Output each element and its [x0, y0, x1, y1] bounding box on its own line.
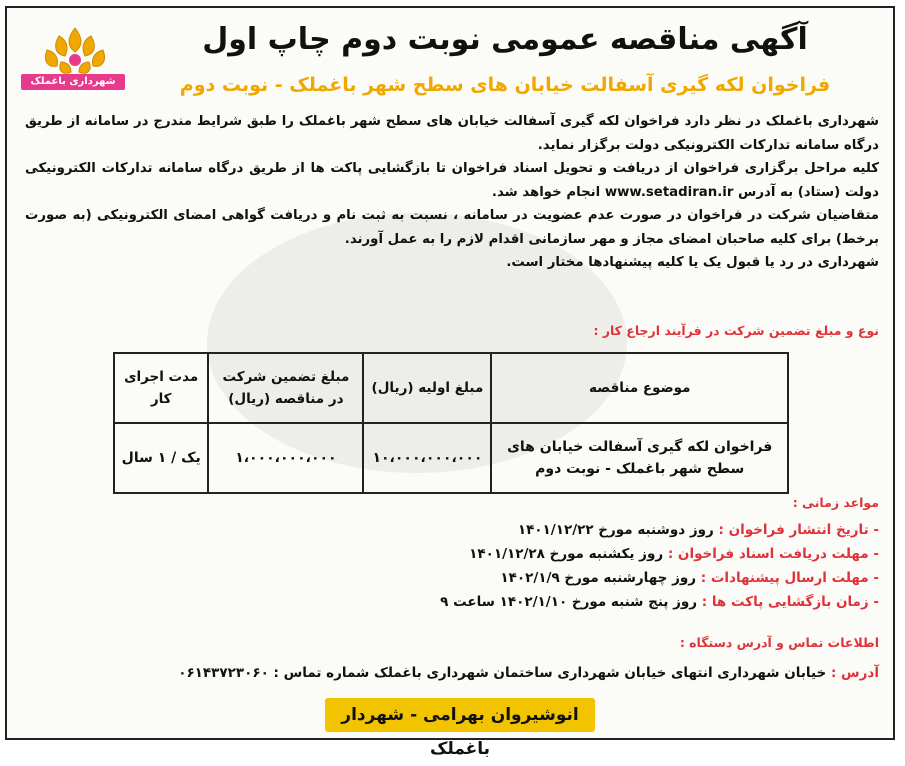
schedule-label: مواعد زمانی :: [792, 495, 879, 510]
schedule-list: [440, 518, 879, 614]
schedule-item-value: روز پنج شنبه مورخ ۱۴۰۲/۱/۱۰ ساعت ۹: [440, 594, 698, 610]
table-cell-guarantee: ۱،۰۰۰،۰۰۰،۰۰۰: [208, 423, 363, 493]
list-item: [440, 566, 879, 590]
body-paragraph: کلیه مراحل برگزاری فراخوان از دریافت و تحویل اسناد فراخوان تا بازگشایی پاکت ها از طریق درگاه سامانه تدارکات الکترونیکی دولت (ستاد) به آدرس www.setadiran.ir انجام خواهد شد.: [25, 161, 879, 200]
schedule-item-label: - زمان بازگشایی پاکت ها :: [701, 594, 879, 610]
logo-caption: شهرداری باغملک: [21, 74, 125, 90]
schedule-item-label: - تاریخ انتشار فراخوان :: [718, 522, 879, 538]
schedule-item-value: روز دوشنبه مورخ ۱۴۰۱/۱۲/۲۲: [517, 522, 714, 538]
list-item: [440, 590, 879, 614]
table-row: [114, 423, 788, 493]
body-paragraph: شهرداری باغملک در نظر دارد فراخوان لکه گیری آسفالت خیابان های سطح شهر باغملک را طبق شرایط مندرج در سامانه از طریق درگاه سامانه تدارکات الکترونیکی دولت برگزار نماید.: [25, 114, 879, 153]
table-header-guarantee: مبلغ تضمین شرکت در مناقصه (ریال): [208, 353, 363, 423]
notice-frame: [5, 6, 895, 759]
address-value: خیابان شهرداری انتهای خیابان شهرداری ساختمان شهرداری باغملک شماره تماس : ۰۶۱۴۳۷۲۳۰۶۰: [178, 665, 827, 681]
table-header-row: [114, 353, 788, 423]
contact-address: [178, 662, 879, 684]
table-cell-subject: فراخوان لکه گیری آسفالت خیابان های سطح شهر باغملک - نوبت دوم: [491, 423, 788, 493]
table-header-duration: مدت اجرای کار: [114, 353, 208, 423]
table-cell-duration: یک / ۱ سال: [114, 423, 208, 493]
table-cell-initial-amount: ۱۰،۰۰۰،۰۰۰،۰۰۰: [363, 423, 491, 493]
page-title: آگهی مناقصه عمومی نوبت دوم چاپ اول: [202, 22, 808, 57]
list-item: [440, 518, 879, 542]
schedule-item-label: - مهلت ارسال پیشنهادات :: [700, 570, 879, 586]
list-item: [440, 542, 879, 566]
contact-label: اطلاعات تماس و آدرس دستگاه :: [679, 635, 879, 650]
schedule-item-value: روز چهارشنبه مورخ ۱۴۰۲/۱/۹: [500, 570, 697, 586]
signature-banner: انوشیروان بهرامی - شهردار باغملک: [325, 698, 595, 732]
address-label: آدرس :: [830, 665, 879, 681]
body-paragraph: شهرداری در رد یا قبول یک یا کلیه پیشنهادها مختار است.: [506, 255, 879, 270]
table-header-initial-amount: مبلغ اولیه (ریال): [363, 353, 491, 423]
guarantee-label: نوع و مبلغ تضمین شرکت در فرآیند ارجاع کار :: [593, 323, 879, 338]
tender-table: [113, 352, 789, 494]
body-paragraph: متقاضیان شرکت در فراخوان در صورت عدم عضویت در سامانه ، نسبت به ثبت نام و دریافت گواهی امضای الکترونیکی (به صورت برخط) برای کلیه صاحبان امضای مجاز و مهر سازمانی اقدام لازم را به عمل آورند.: [25, 208, 879, 247]
schedule-item-label: - مهلت دریافت اسناد فراخوان :: [667, 546, 879, 562]
page-subtitle: فراخوان لکه گیری آسفالت خیابان های سطح شهر باغملک - نوبت دوم: [179, 74, 831, 96]
schedule-item-value: روز یکشنبه مورخ ۱۴۰۱/۱۲/۲۸: [469, 546, 664, 562]
notice-body: [25, 110, 879, 275]
table-header-subject: موضوع مناقصه: [491, 353, 788, 423]
